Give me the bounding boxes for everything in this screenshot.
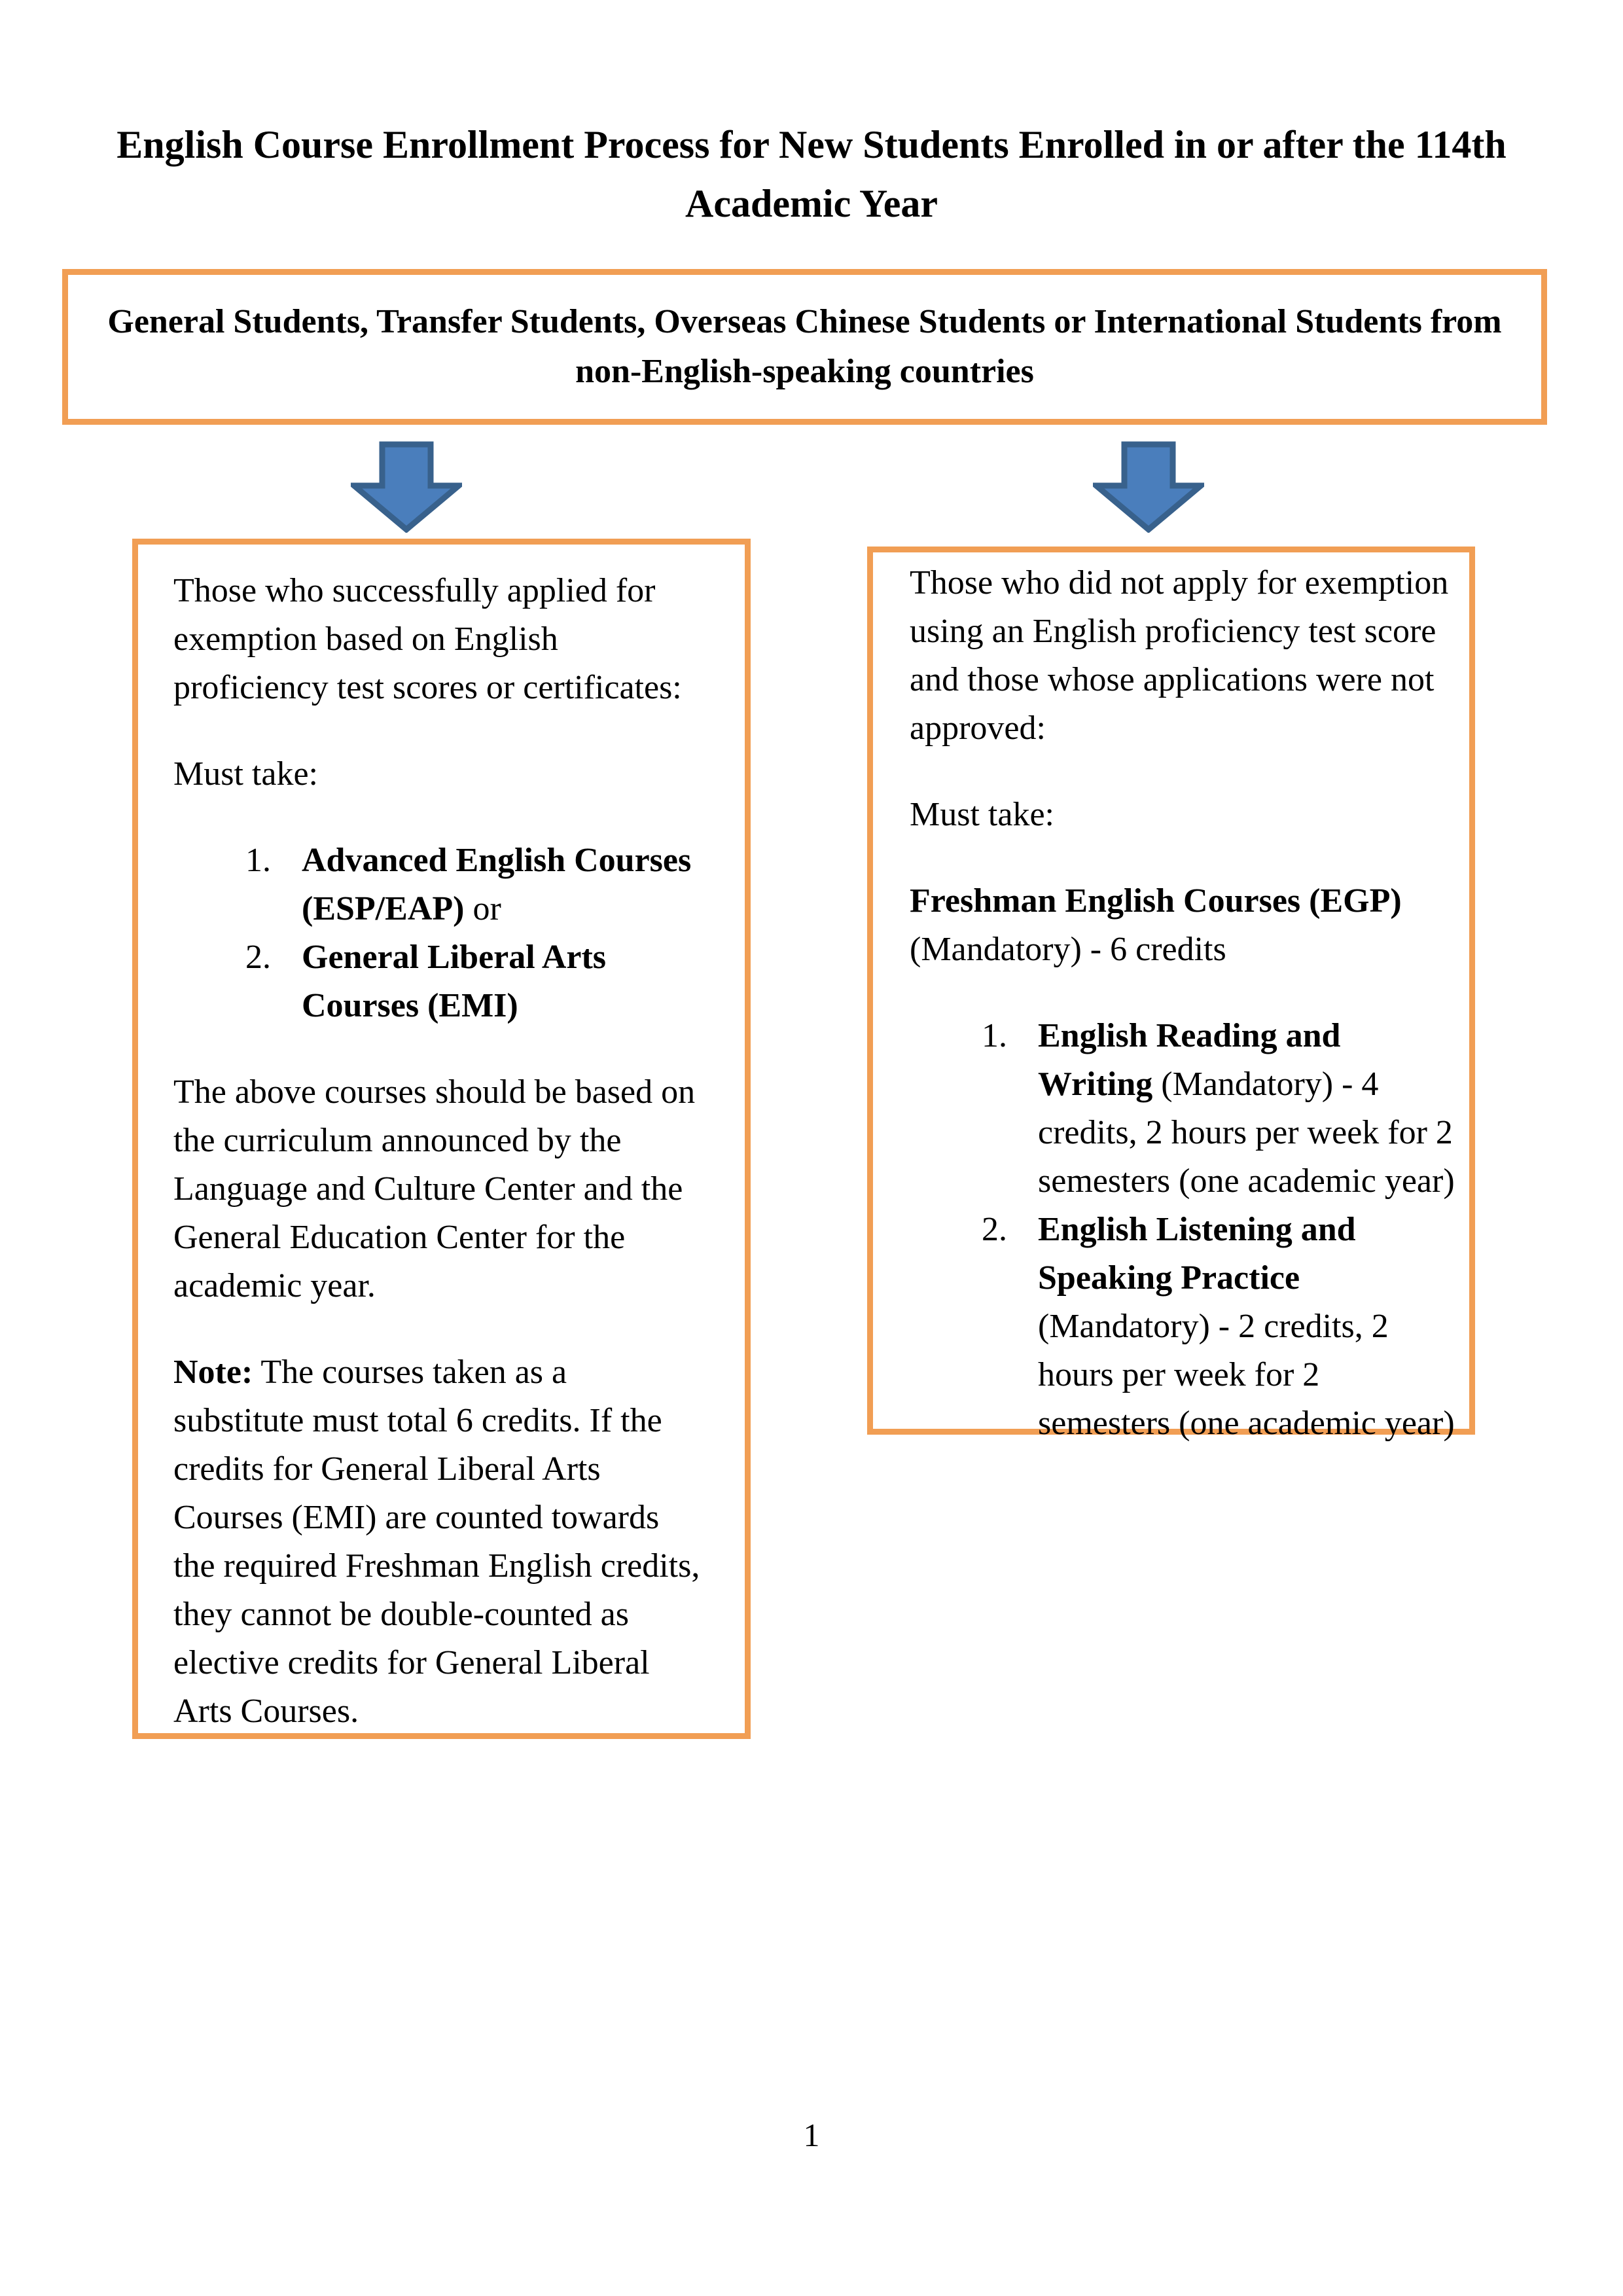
list-item (982, 1012, 1456, 1206)
exemption-approved-intro: Those who successfully applied for exemption based on English proficiency test scores or certificates: (173, 572, 682, 706)
curriculum-note-text: The above courses should be based on the curriculum announced by the Language and Culture Center and the General Education Center for the academic year. (173, 1073, 696, 1304)
list-item (245, 933, 704, 1030)
credits-note-text: Note: The courses taken as a substitute must total 6 credits. If the credits for General Liberal Arts Courses (EMI) are counted towards the required Freshman English credits, they cannot be double-counted as elective credits for General Liberal Arts Courses. (173, 1354, 700, 1730)
page-number: 1 (803, 2117, 820, 2153)
list-number: 2. (982, 1211, 1007, 1248)
page-title: English Course Enrollment Process for New Students Enrolled in or after the 114th Academic Year (116, 123, 1507, 225)
down-arrow-icon (1093, 441, 1204, 533)
audience-header-text: General Students, Transfer Students, Overseas Chinese Students or International Students from non-English-speaking countries (107, 303, 1502, 390)
list-number: 2. (245, 939, 271, 976)
must-take-label: Must take: (173, 755, 318, 793)
list-item-text: English Reading and Writing (Mandatory) - 4 credits, 2 hours per week for 2 semesters (one academic year) (1038, 1017, 1455, 1200)
no-exemption-box (867, 547, 1475, 1442)
list-item (245, 836, 704, 933)
list-number: 1. (982, 1017, 1007, 1054)
list-item-text: Advanced English Courses (ESP/EAP) or (302, 842, 692, 927)
list-number: 1. (245, 842, 271, 879)
no-exemption-intro: Those who did not apply for exemption using an English proficiency test score and those whose applications were not approved: (910, 564, 1449, 747)
exemption-approved-box (132, 539, 751, 1739)
note-label: Note: (173, 1354, 253, 1391)
must-take-label: Must take: (910, 796, 1054, 833)
list-item-text: English Listening and Speaking Practice (Mandatory) - 2 credits, 2 hours per week for 2 semesters (one academic year) (1038, 1211, 1455, 1442)
down-arrow-shape (1096, 444, 1201, 529)
freshman-course-heading: Freshman English Courses (EGP) (Mandatory) - 6 credits (910, 882, 1402, 968)
substitute-course-list (173, 836, 704, 1030)
mandatory-course-list (910, 1012, 1456, 1448)
down-arrow-shape (354, 444, 459, 529)
audience-header-box (62, 269, 1547, 425)
list-item-text: General Liberal Arts Courses (EMI) (302, 939, 607, 1024)
list-item (982, 1206, 1456, 1448)
down-arrow-icon (351, 441, 462, 533)
